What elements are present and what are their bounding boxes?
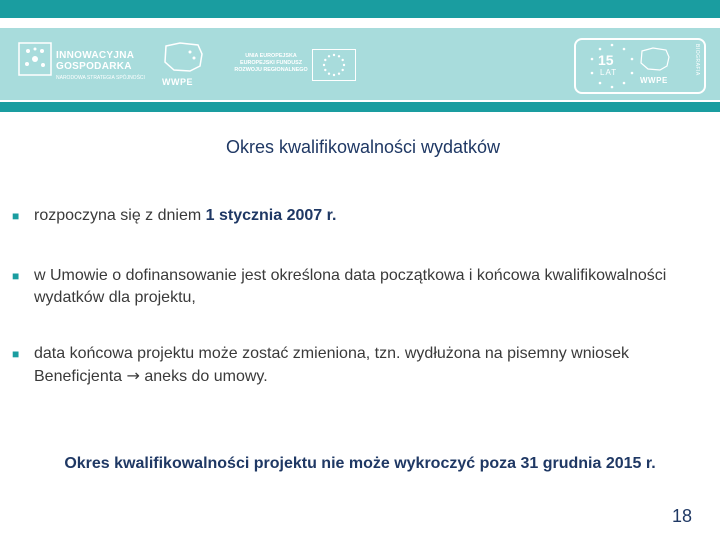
- bullet-text: w Umowie o dofinansowanie jest określona data początkowa i końcowa kwalifikowalności wydatków dla projektu,: [34, 267, 667, 306]
- page-number: 18: [671, 506, 692, 526]
- eligibility-note: Okres kwalifikowalności projektu nie może wykroczyć poza 31 grudnia 2015 r.: [64, 455, 656, 472]
- innowacyjna-gospodarka-logo: [18, 40, 148, 90]
- banner-bottom-bar: [0, 102, 720, 112]
- anniversary-wwpe: WWPE: [640, 76, 668, 85]
- eu-logo: [234, 47, 360, 87]
- bullet-bold-date: 1 stycznia 2007 r.: [205, 207, 337, 224]
- square-bullet-icon: ■: [12, 269, 20, 283]
- bullet-text-after: aneks do umowy.: [139, 368, 268, 385]
- square-bullet-icon: ■: [12, 347, 20, 361]
- eu-flag-icon: [312, 49, 356, 81]
- bullet-item-start-date: [12, 205, 336, 227]
- wwpe-logo: [160, 40, 222, 90]
- bullet-item-agreement: [12, 265, 702, 309]
- right-arrow-icon: →: [126, 366, 140, 385]
- slide-title: Okres kwalifikowalności wydatków: [225, 137, 501, 157]
- anniversary-vertical-text: BIOGRAFIA: [694, 44, 700, 76]
- top-accent-bar: [0, 0, 720, 18]
- poland-map-icon: [160, 40, 206, 74]
- bullet-text: data końcowa projektu może zostać zmieniona, tzn. wydłużona na pisemny wniosek Beneficjenta: [34, 345, 629, 385]
- logo-tagline: NARODOWA STRATEGIA SPÓJNOŚCI: [56, 75, 145, 81]
- logo-line-2: GOSPODARKA: [56, 61, 132, 72]
- logo-line-1: INNOWACYJNA: [56, 50, 135, 61]
- eu-fund-text: UNIA EUROPEJSKA EUROPEJSKI FUNDUSZ ROZWOJU REGIONALNEGO: [234, 53, 308, 73]
- anniversary-number: 15: [598, 52, 614, 68]
- poland-map-small-icon: [638, 46, 672, 72]
- wwpe-text: WWPE: [162, 77, 193, 87]
- star-burst-icon: [18, 42, 52, 76]
- bullet-item-end-date: [12, 343, 702, 388]
- square-bullet-icon: ■: [12, 209, 20, 223]
- anniversary-word: LAT: [600, 68, 618, 77]
- bullet-text: rozpoczyna się z dniem: [34, 207, 206, 224]
- anniversary-logo: [574, 38, 706, 94]
